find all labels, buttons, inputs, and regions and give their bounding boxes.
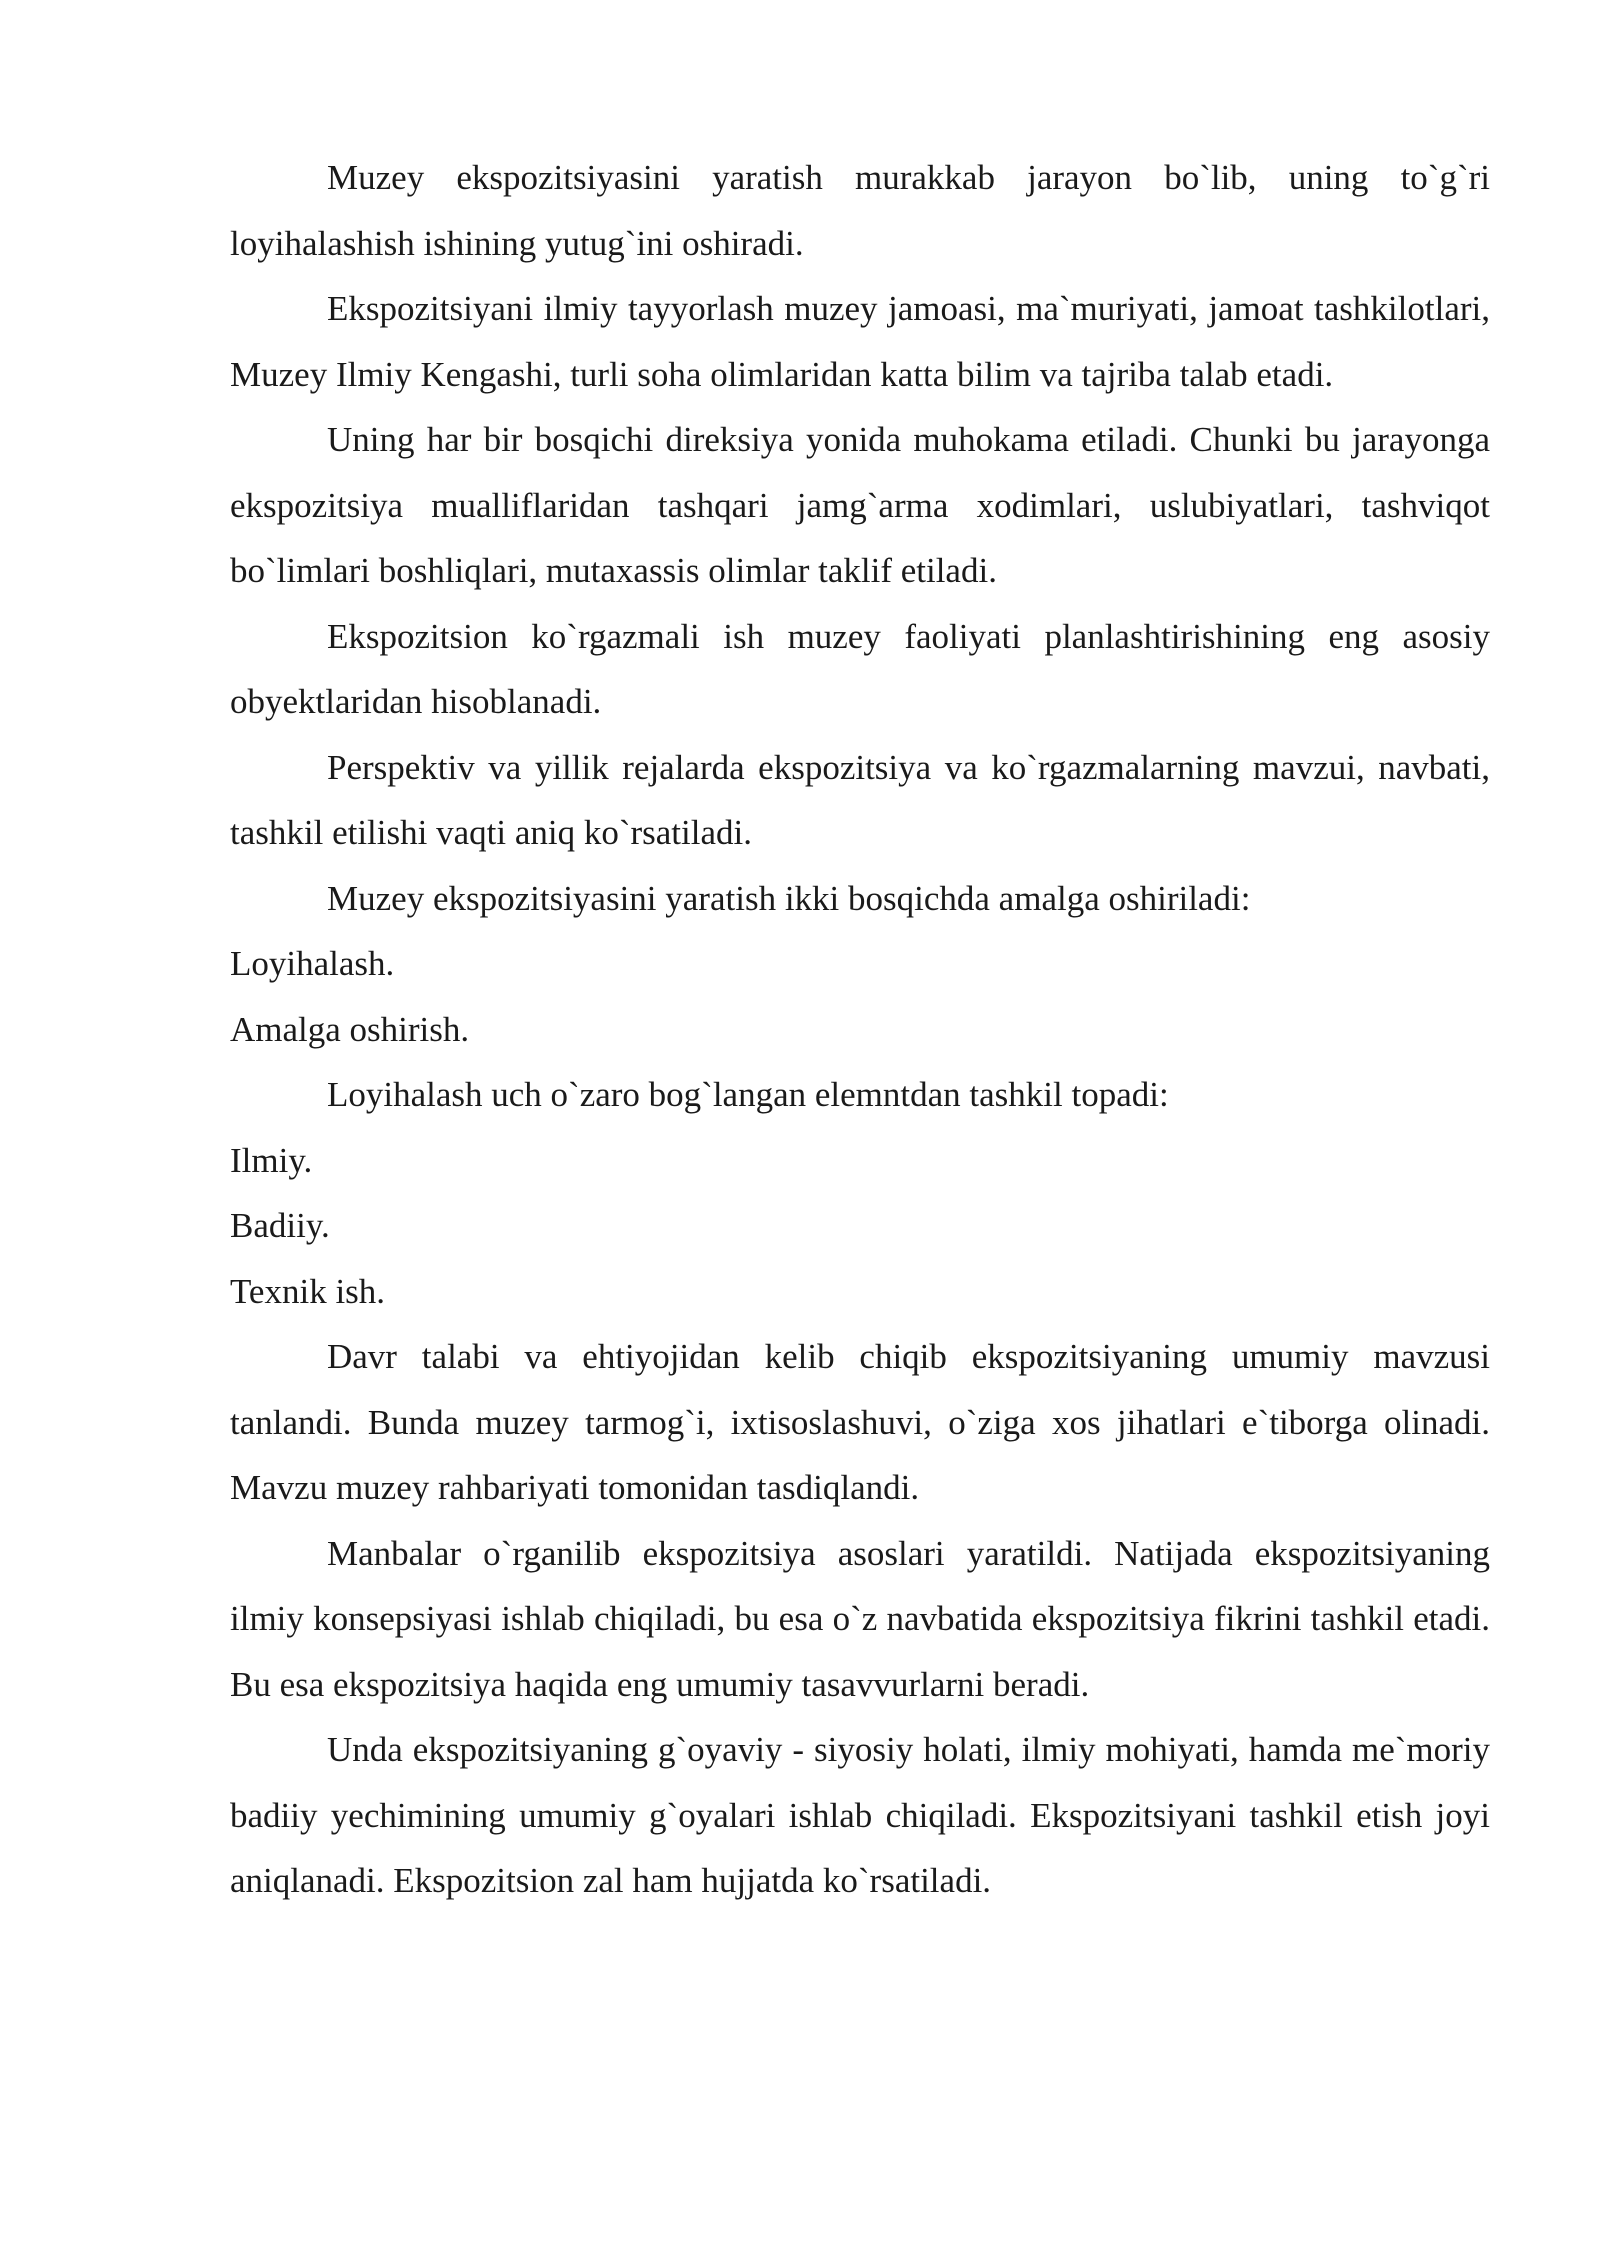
list-item: Loyihalash. <box>230 944 395 983</box>
list-item: Amalga oshirish. <box>230 1009 470 1049</box>
list-item: Badiiy. <box>230 1206 330 1245</box>
paragraph: Muzey ekspozitsiyasini yaratish murakkab jarayon bo`lib, uning to`g`ri loyihalashish ishining yutug`ini oshiradi. <box>230 158 1490 263</box>
document-page <box>230 145 1490 1914</box>
paragraph: Manbalar o`rganilib ekspozitsiya asoslari yaratildi. Natijada ekspozitsiyaning ilmiy konsepsiyasi ishlab chiqiladi, bu esa o`z navbatida ekspozitsiya fikrini tashkil etadi. Bu esa ekspozitsiya haqida eng umumiy tasavvurlarni beradi. <box>230 1533 1490 1704</box>
paragraph: Perspektiv va yillik rejalarda ekspozitsiya va ko`rgazmalarning mavzui, navbati, tashkil etilishi vaqti aniq ko`rsatiladi. <box>230 747 1490 852</box>
list-item: Ilmiy. <box>230 1140 313 1180</box>
paragraph: Unda ekspozitsiyaning g`oyaviy - siyosiy holati, ilmiy mohiyati, hamda me`moriy badiiy yechimining umumiy g`oyalari ishlab chiqiladi. Ekspozitsiyani tashkil etish joyi aniqlanadi. Ekspozitsion zal ham hujjatda ko`rsatiladi. <box>230 1730 1490 1900</box>
paragraph: Loyihalash uch o`zaro bog`langan elemntdan tashkil topadi: <box>327 1075 1169 1114</box>
paragraph: Ekspozitsion ko`rgazmali ish muzey faoliyati planlashtirishining eng asosiy obyektlaridan hisoblanadi. <box>230 616 1490 721</box>
list-item: Texnik ish. <box>230 1271 386 1311</box>
paragraph: Muzey ekspozitsiyasini yaratish ikki bosqichda amalga oshiriladi: <box>327 878 1251 918</box>
paragraph: Davr talabi va ehtiyojidan kelib chiqib ekspozitsiyaning umumiy mavzusi tanlandi. Bunda muzey tarmog`i, ixtisoslashuvi, o`ziga xos jihatlari e`tiborga olinadi. Mavzu muzey rahbariyati tomonidan tasdiqlandi. <box>230 1337 1490 1507</box>
paragraph: Uning har bir bosqichi direksiya yonida muhokama etiladi. Chunki bu jarayonga ekspozitsiya mualliflaridan tashqari jamg`arma xodimlari, uslubiyatlari, tashviqot bo`limlari boshliqlari, mutaxassis olimlar taklif etiladi. <box>230 420 1490 590</box>
paragraph: Ekspozitsiyani ilmiy tayyorlash muzey jamoasi, ma`muriyati, jamoat tashkilotlari, Muzey Ilmiy Kengashi, turli soha olimlaridan katta bilim va tajriba talab etadi. <box>230 289 1490 394</box>
